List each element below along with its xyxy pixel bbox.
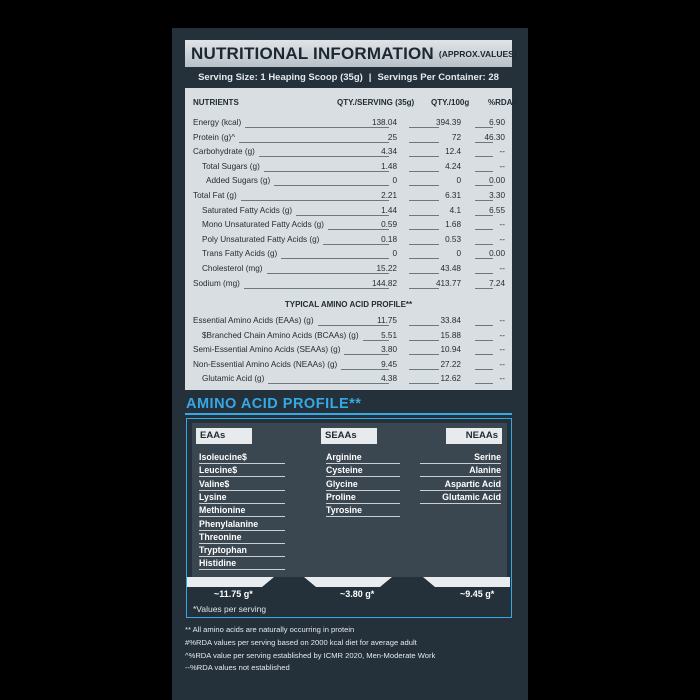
- amino-acid-item: Aspartic Acid: [420, 478, 501, 491]
- row-label: Total Fat (g): [193, 191, 237, 200]
- row-value: 10.94: [440, 345, 461, 355]
- row-value: 2.21: [381, 191, 397, 200]
- row-value: 11.75: [377, 316, 397, 325]
- row-value: 4.38: [381, 374, 397, 384]
- servings-per-container: Servings Per Container: 28: [377, 72, 499, 83]
- row-value: 4.24: [445, 161, 461, 171]
- row-label: Added Sugars (g): [206, 176, 271, 186]
- row-value: --: [499, 234, 505, 244]
- amino-acid-item: Threonine: [199, 531, 285, 544]
- page-title: NUTRITIONAL INFORMATION: [191, 43, 434, 63]
- amino-acid-item: Tryptophan: [199, 544, 285, 557]
- row-value: 15.88: [440, 330, 461, 340]
- seaas-total: ~3.80 g*: [340, 589, 375, 599]
- amino-acid-item: Valine$: [199, 478, 285, 491]
- row-value: 1.68: [445, 220, 461, 230]
- amino-acid-profile-title: AMINO ACID PROFILE**: [186, 396, 362, 412]
- row-label: Trans Fatty Acids (g): [202, 249, 278, 259]
- footnote: --%RDA values not established: [185, 663, 290, 672]
- neaas-label: NEAAs: [446, 428, 502, 444]
- amino-acid-item: Proline: [326, 491, 400, 504]
- row-value: --: [499, 330, 505, 340]
- row-value: 72: [451, 132, 461, 142]
- row-value: 4.34: [381, 147, 397, 157]
- header-per-serving: QTY./SERVING (35g): [337, 98, 415, 107]
- row-label: Sodium (mg): [193, 278, 240, 288]
- row-value: --: [499, 147, 505, 157]
- row-label: Total Sugars (g): [202, 161, 260, 171]
- row-value: 9.45: [381, 359, 397, 369]
- header-per-100g: QTY./100g: [431, 98, 470, 107]
- footnote: #%RDA values per serving based on 2000 kcal diet for average adult: [185, 638, 417, 647]
- row-value: 4.1: [449, 205, 461, 215]
- row-value: 1.48: [381, 161, 397, 171]
- row-label: Protein (g)^: [193, 132, 236, 142]
- row-value: 25: [387, 132, 397, 142]
- row-value: 0.00: [489, 249, 505, 259]
- row-value: --: [499, 359, 505, 369]
- row-value: --: [499, 374, 505, 384]
- amino-acid-item: Arginine: [326, 451, 400, 464]
- page-subtitle: (APPROX.VALUES): [438, 48, 517, 59]
- row-value: 6.31: [445, 191, 461, 200]
- amino-acid-item: Glutamic Acid: [420, 491, 501, 504]
- seaas-ribbon: [304, 577, 392, 587]
- amino-acid-item: Cysteine: [326, 464, 400, 477]
- row-label: Saturated Fatty Acids (g): [202, 205, 293, 215]
- row-label: Non-Essential Amino Acids (NEAAs) (g): [193, 359, 338, 369]
- amino-acid-item: Alanine: [420, 464, 501, 477]
- amino-acid-item: Histidine: [199, 557, 285, 570]
- row-value: 138.04: [371, 118, 397, 127]
- row-label: Semi-Essential Amino Acids (SEAAs) (g): [193, 345, 341, 355]
- row-label: $Branched Chain Amino Acids (BCAAs) (g): [202, 330, 359, 340]
- row-label: Energy (kcal): [193, 118, 242, 127]
- amino-acid-item: Isoleucine$: [199, 451, 285, 464]
- row-value: --: [499, 220, 505, 230]
- eaas-label: EAAs: [196, 428, 252, 444]
- serving-size: Serving Size: 1 Heaping Scoop (35g): [198, 72, 363, 83]
- serving-separator: |: [368, 72, 372, 83]
- row-value: 12.62: [440, 374, 461, 384]
- eaas-ribbon: [187, 577, 274, 587]
- header-rda: %RDA#: [488, 98, 517, 107]
- amino-acid-item: Leucine$: [199, 464, 285, 477]
- row-value: 15.22: [376, 264, 397, 273]
- row-value: 3.30: [489, 191, 505, 200]
- row-value: 6.90: [489, 118, 505, 127]
- neaas-total: ~9.45 g*: [460, 589, 495, 599]
- row-value: 43.48: [440, 264, 461, 273]
- amino-acid-item: Lysine: [199, 491, 285, 504]
- row-value: 0: [392, 176, 397, 186]
- row-label: Carbohydrate (g): [193, 147, 255, 157]
- row-value: --: [499, 316, 505, 325]
- row-value: 7.24: [489, 278, 505, 288]
- row-label: Essential Amino Acids (EAAs) (g): [193, 316, 314, 325]
- row-value: 3.80: [381, 345, 397, 355]
- row-value: 27.22: [440, 359, 461, 369]
- row-value: 46.30: [484, 132, 505, 142]
- amino-profile-heading: TYPICAL AMINO ACID PROFILE**: [284, 300, 413, 309]
- footnote: ** All amino acids are naturally occurring in protein: [185, 625, 355, 634]
- row-value: --: [499, 161, 505, 171]
- row-value: 0.18: [381, 234, 397, 244]
- row-value: 413.77: [435, 278, 461, 288]
- row-value: 144.82: [371, 278, 397, 288]
- amino-acid-item: Serine: [420, 451, 501, 464]
- row-value: 6.55: [489, 205, 505, 215]
- row-value: 5.51: [381, 330, 397, 340]
- row-label: Glutamic Acid (g): [202, 374, 265, 384]
- seaas-label: SEAAs: [321, 428, 377, 444]
- row-value: 0.53: [445, 234, 461, 244]
- amino-acid-item: Glycine: [326, 478, 400, 491]
- per-serving-note: *Values per serving: [193, 604, 267, 614]
- row-value: --: [499, 345, 505, 355]
- row-value: 1.44: [381, 205, 397, 215]
- eaas-total: ~11.75 g*: [214, 589, 253, 599]
- header-nutrients: NUTRIENTS: [193, 98, 239, 107]
- row-value: 0: [456, 176, 461, 186]
- footnote: ^%RDA value per serving established by ICMR 2020, Men-Moderate Work: [185, 651, 436, 660]
- row-value: 33.84: [440, 316, 461, 325]
- row-value: 0.00: [489, 176, 505, 186]
- row-value: 0.59: [381, 220, 397, 230]
- row-value: 0: [456, 249, 461, 259]
- row-label: Cholesterol (mg): [202, 264, 263, 273]
- row-value: 12.4: [445, 147, 461, 157]
- row-value: --: [499, 264, 505, 273]
- amino-acid-item: Tyrosine: [326, 504, 400, 517]
- amino-acid-item: Phenylalanine: [199, 518, 285, 531]
- row-label: Mono Unsaturated Fatty Acids (g): [202, 220, 324, 230]
- row-value: 0: [392, 249, 397, 259]
- neaas-ribbon: [423, 577, 510, 587]
- row-label: Poly Unsaturated Fatty Acids (g): [202, 234, 320, 244]
- amino-acid-item: Methionine: [199, 504, 285, 517]
- row-value: 394.39: [435, 118, 461, 127]
